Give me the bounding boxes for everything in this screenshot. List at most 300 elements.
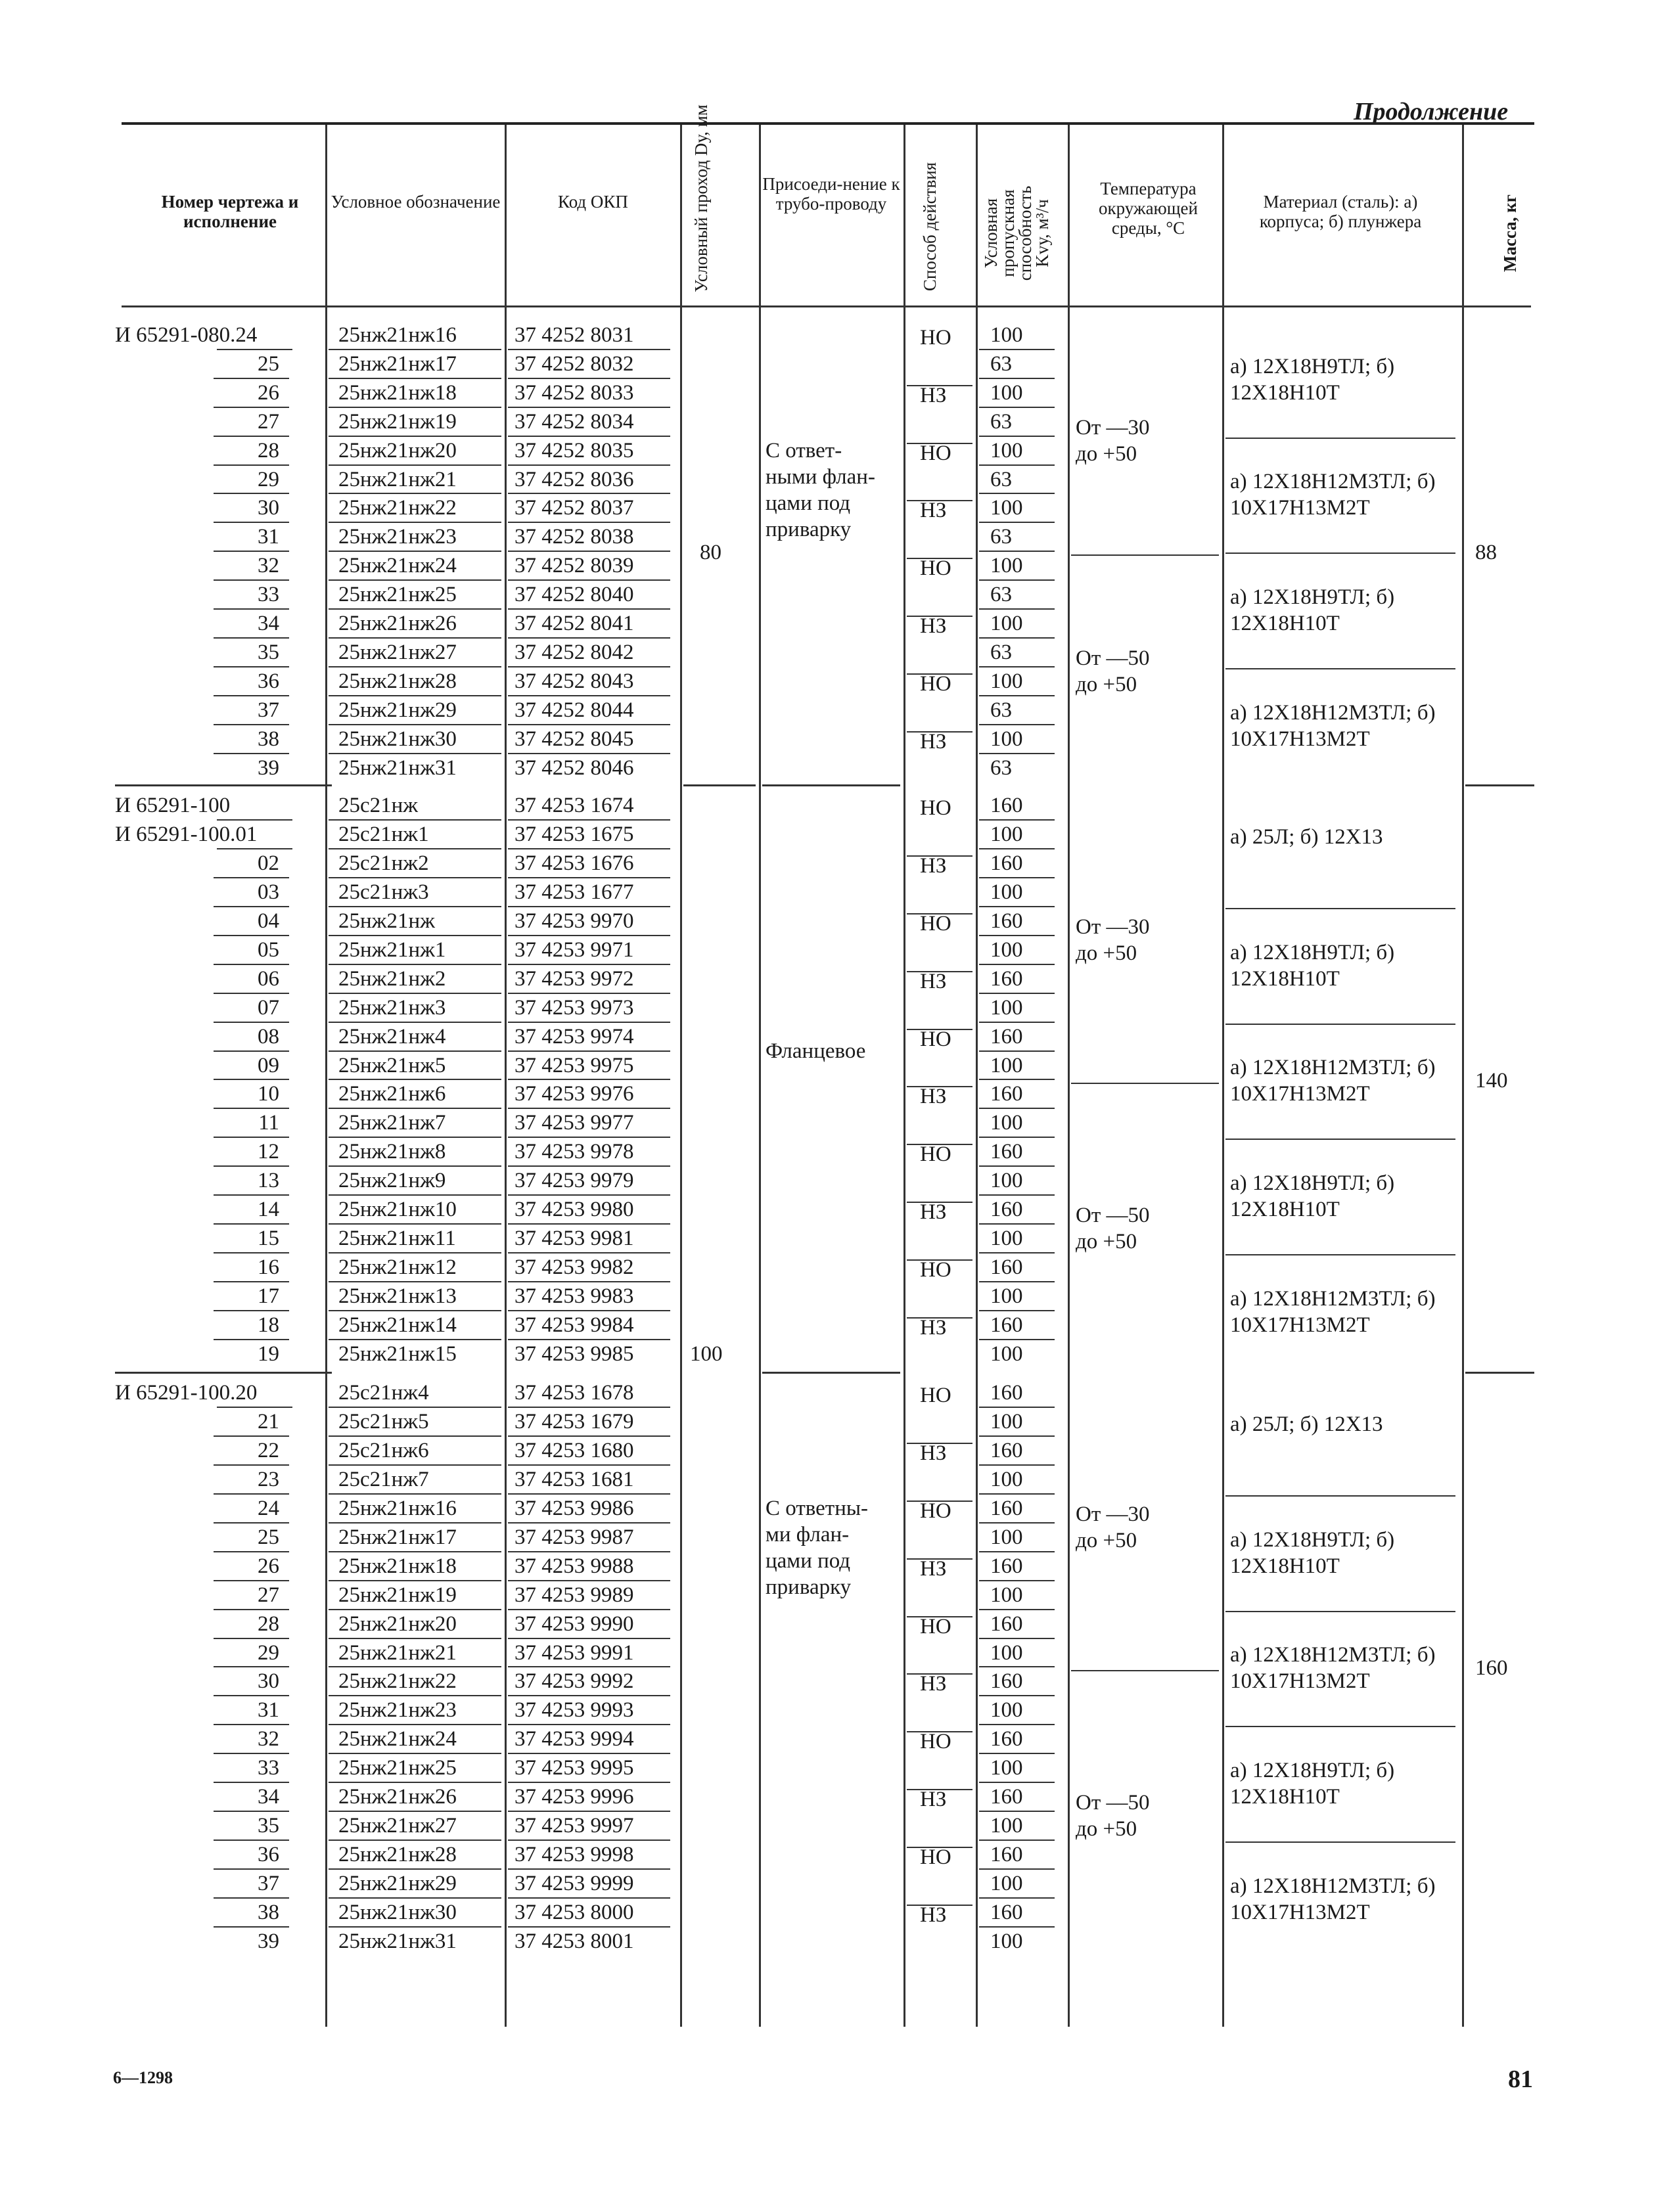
designation: 25нж21нж4 [338, 1024, 446, 1049]
capacity-value: 160 [990, 1381, 1023, 1405]
row-rule [508, 964, 670, 965]
okp-code: 37 4253 9995 [514, 1756, 634, 1780]
drawing-number: 27 [258, 409, 279, 434]
row-rule [508, 1108, 670, 1109]
okp-code: 37 4253 9977 [514, 1111, 634, 1135]
header-drawing: Номер чертежа и исполнение [161, 192, 299, 231]
capacity-rule [979, 753, 1055, 754]
action-type: НО [920, 1730, 951, 1754]
okp-code: 37 4252 8043 [514, 669, 634, 693]
row-rule [508, 1022, 670, 1023]
mass-value: 88 [1475, 541, 1497, 565]
designation: 25нж21нж15 [338, 1342, 457, 1366]
okp-code: 37 4253 9991 [514, 1640, 634, 1665]
capacity-value: 100 [990, 1468, 1023, 1492]
capacity-value: 63 [990, 756, 1012, 780]
material-rule [1225, 1254, 1455, 1255]
material-rule [1225, 668, 1455, 669]
capacity-value: 63 [990, 698, 1012, 722]
row-rule [508, 1223, 670, 1225]
row-rule [214, 1223, 289, 1225]
row-rule [329, 1079, 501, 1080]
capacity-value: 160 [990, 1140, 1023, 1164]
capacity-rule [979, 906, 1055, 907]
designation: 25нж21нж17 [338, 351, 457, 376]
capacity-rule [979, 1753, 1055, 1754]
action-type: НО [920, 912, 951, 936]
capacity-rule [979, 1435, 1055, 1437]
capacity-value: 100 [990, 1284, 1023, 1308]
okp-code: 37 4252 8035 [514, 438, 634, 463]
capacity-rule [979, 407, 1055, 408]
row-rule [329, 993, 501, 994]
row-rule [214, 1194, 289, 1196]
row-rule [329, 1868, 501, 1870]
action-type: НО [920, 1384, 951, 1408]
okp-code: 37 4253 9973 [514, 995, 634, 1020]
row-rule [508, 1435, 670, 1437]
row-rule [508, 848, 670, 849]
capacity-value: 100 [990, 1111, 1023, 1135]
capacity-rule [979, 1137, 1055, 1138]
column-divider [505, 125, 507, 2027]
capacity-rule [979, 1223, 1055, 1225]
row-rule [329, 695, 501, 696]
row-rule [508, 906, 670, 907]
row-rule [508, 695, 670, 696]
designation: 25нж21нж7 [338, 1111, 446, 1135]
capacity-value: 100 [990, 323, 1023, 347]
row-rule [508, 551, 670, 552]
temperature-rule [1071, 554, 1219, 556]
drawing-number: 29 [258, 467, 279, 491]
row-rule [214, 1638, 289, 1639]
action-type: НЗ [920, 383, 947, 407]
row-rule [508, 378, 670, 379]
designation: 25нж21нж20 [338, 438, 457, 463]
steel-material: а) 12Х18Н12М3ТЛ; б) 10Х17Н13М2Т [1230, 1874, 1436, 1924]
row-rule [329, 1551, 501, 1552]
okp-code: 37 4253 9990 [514, 1612, 634, 1636]
designation: 25с21нж3 [338, 880, 429, 905]
row-rule [508, 1782, 670, 1783]
designation: 25нж21нж16 [338, 323, 457, 347]
drawing-number: 12 [258, 1140, 279, 1164]
passage-rule [683, 784, 756, 786]
drawing-number: 36 [258, 669, 279, 693]
row-rule [508, 1724, 670, 1725]
ambient-temperature: От —50 до +50 [1076, 646, 1150, 696]
designation: 25нж21нж24 [338, 554, 457, 578]
drawing-number: 34 [258, 612, 279, 635]
row-rule [329, 1811, 501, 1812]
capacity-value: 160 [990, 966, 1023, 991]
row-rule [329, 1840, 501, 1841]
ambient-temperature: От —50 до +50 [1076, 1790, 1150, 1841]
okp-code: 37 4253 9982 [514, 1255, 634, 1279]
capacity-rule [979, 1252, 1055, 1253]
drawing-number: 25 [258, 351, 279, 376]
drawing-number: 33 [258, 1756, 279, 1780]
row-rule [329, 1435, 501, 1437]
row-rule [508, 436, 670, 437]
row-rule [329, 1339, 501, 1340]
row-rule [329, 666, 501, 667]
okp-code: 37 4252 8036 [514, 467, 634, 491]
drawing-number: И 65291-100.01 [115, 823, 258, 847]
drawing-number: 24 [258, 1497, 279, 1520]
header-okp: Код ОКП [558, 192, 628, 212]
drawing-number: 21 [258, 1410, 279, 1434]
row-rule [508, 993, 670, 994]
row-rule [508, 1252, 670, 1253]
capacity-rule [979, 1811, 1055, 1812]
row-rule [214, 1310, 289, 1311]
okp-code: 37 4253 9971 [514, 937, 634, 962]
drawing-number: 32 [258, 1727, 279, 1751]
okp-code: 37 4253 1676 [514, 851, 634, 876]
drawing-number: И 65291-100.20 [115, 1381, 258, 1405]
action-type: НЗ [920, 1441, 947, 1466]
row-rule [214, 407, 289, 408]
capacity-value: 160 [990, 909, 1023, 933]
capacity-value: 100 [990, 1871, 1023, 1895]
row-rule [508, 1464, 670, 1466]
designation: 25с21нж1 [338, 823, 429, 847]
row-rule [214, 378, 289, 379]
row-rule [508, 637, 670, 639]
capacity-rule [979, 1194, 1055, 1196]
action-type: НЗ [920, 1085, 947, 1109]
steel-material: а) 12Х18Н9ТЛ; б) 12Х18Н10Т [1230, 1527, 1395, 1578]
capacity-rule [979, 522, 1055, 523]
okp-code: 37 4253 9997 [514, 1813, 634, 1838]
row-rule [329, 1522, 501, 1524]
drawing-number: 29 [258, 1640, 279, 1665]
drawing-number: 15 [258, 1226, 279, 1250]
capacity-value: 100 [990, 380, 1023, 405]
mass-value: 160 [1475, 1656, 1508, 1681]
action-type: НЗ [920, 729, 947, 754]
row-rule [329, 877, 501, 878]
row-rule [508, 1753, 670, 1754]
drawing-number: 31 [258, 1698, 279, 1723]
okp-code: 37 4253 9996 [514, 1785, 634, 1809]
row-rule [329, 935, 501, 936]
okp-code: 37 4253 9987 [514, 1525, 634, 1549]
row-rule [214, 1724, 289, 1725]
row-rule [214, 637, 289, 639]
row-rule [329, 819, 501, 821]
action-type: НО [920, 1845, 951, 1869]
capacity-rule [979, 1695, 1055, 1696]
capacity-value: 100 [990, 1698, 1023, 1723]
section-rule-mid [762, 784, 900, 786]
okp-code: 37 4253 9981 [514, 1226, 634, 1250]
header-mass: Масса, кг [1500, 194, 1520, 273]
row-rule [214, 1926, 289, 1928]
capacity-value: 63 [990, 640, 1012, 664]
material-rule [1225, 1841, 1455, 1843]
row-rule [329, 608, 501, 610]
row-rule [508, 724, 670, 725]
section-rule-left [115, 1372, 332, 1374]
material-rule [1225, 1024, 1455, 1025]
action-type: НО [920, 671, 951, 696]
material-rule [1225, 1139, 1455, 1140]
designation: 25нж21нж3 [338, 995, 446, 1020]
top-rule [122, 122, 1534, 125]
drawing-number: 10 [258, 1082, 279, 1106]
passage-100: 100 [690, 1342, 723, 1366]
capacity-value: 63 [990, 409, 1012, 434]
capacity-value: 160 [990, 851, 1023, 876]
row-rule [329, 436, 501, 437]
designation: 25с21нж2 [338, 851, 429, 876]
drawing-number: 30 [258, 1669, 279, 1694]
capacity-rule [979, 1281, 1055, 1282]
capacity-rule [979, 1868, 1055, 1870]
designation: 25нж21нж1 [338, 937, 446, 962]
okp-code: 37 4253 8001 [514, 1929, 634, 1953]
capacity-value: 100 [990, 496, 1023, 520]
row-rule [214, 935, 289, 936]
row-rule [508, 935, 670, 936]
row-rule [214, 579, 289, 581]
designation: 25нж21нж30 [338, 1900, 457, 1924]
header-passage: Условный проход Dу, мм [691, 104, 711, 292]
row-rule [214, 1079, 289, 1080]
row-rule [214, 1165, 289, 1167]
capacity-value: 100 [990, 995, 1023, 1020]
row-rule [329, 1194, 501, 1196]
row-rule [508, 608, 670, 610]
okp-code: 37 4252 8038 [514, 525, 634, 549]
designation: 25нж21нж18 [338, 1554, 457, 1578]
capacity-value: 100 [990, 669, 1023, 693]
drawing-number: 03 [258, 880, 279, 905]
row-rule [508, 1551, 670, 1552]
capacity-rule [979, 1609, 1055, 1610]
drawing-number: 06 [258, 966, 279, 991]
designation: 25нж21нж24 [338, 1727, 457, 1751]
okp-code: 37 4252 8031 [514, 323, 634, 347]
drawing-number: 39 [258, 1929, 279, 1953]
row-rule [214, 906, 289, 907]
row-rule [508, 493, 670, 494]
row-rule [214, 1493, 289, 1495]
okp-code: 37 4253 9992 [514, 1669, 634, 1694]
row-rule [329, 848, 501, 849]
steel-material: а) 12Х18Н9ТЛ; б) 12Х18Н10Т [1230, 940, 1395, 991]
designation: 25с21нж7 [338, 1468, 429, 1492]
row-rule [214, 1464, 289, 1466]
row-rule [214, 551, 289, 552]
capacity-rule [979, 819, 1055, 821]
designation: 25нж21нж23 [338, 525, 457, 549]
okp-code: 37 4253 9993 [514, 1698, 634, 1723]
designation: 25нж21нж25 [338, 583, 457, 607]
row-rule [329, 1609, 501, 1610]
connection-type: С ответ-ными флан-цами под приварку [766, 438, 875, 541]
designation: 25нж21нж [338, 909, 435, 933]
row-rule [214, 1050, 289, 1052]
steel-material: а) 12Х18Н12М3ТЛ; б) 10Х17Н13М2Т [1230, 1056, 1436, 1106]
okp-code: 37 4253 9994 [514, 1727, 634, 1751]
drawing-number: 22 [258, 1439, 279, 1463]
row-rule [214, 695, 289, 696]
row-rule [214, 1137, 289, 1138]
drawing-number: 37 [258, 698, 279, 722]
row-rule [329, 1252, 501, 1253]
capacity-rule [979, 493, 1055, 494]
capacity-rule [979, 579, 1055, 581]
row-rule [329, 1926, 501, 1928]
drawing-number: 14 [258, 1198, 279, 1221]
capacity-rule [979, 1580, 1055, 1581]
action-type: НО [920, 1614, 951, 1638]
row-rule [329, 1281, 501, 1282]
designation: 25нж21нж19 [338, 1583, 457, 1607]
row-rule [214, 1281, 289, 1282]
okp-code: 37 4252 8040 [514, 583, 634, 607]
steel-material: а) 12Х18Н9ТЛ; б) 12Х18Н10Т [1230, 1171, 1395, 1221]
column-divider [325, 125, 327, 2027]
drawing-number: 05 [258, 937, 279, 962]
capacity-value: 63 [990, 467, 1012, 491]
row-rule [329, 1022, 501, 1023]
material-rule [1225, 438, 1455, 439]
row-rule [329, 1580, 501, 1581]
row-rule [329, 378, 501, 379]
row-rule [508, 1840, 670, 1841]
row-rule [508, 1638, 670, 1639]
header-capacity: Условная пропускная способность Kvу, м³/ч [981, 185, 1052, 281]
drawing-number: 28 [258, 438, 279, 463]
drawing-number: 26 [258, 380, 279, 405]
capacity-rule [979, 848, 1055, 849]
ambient-temperature: От —30 до +50 [1076, 415, 1150, 466]
designation: 25с21нж [338, 794, 419, 818]
steel-material: а) 12Х18Н12М3ТЛ; б) 10Х17Н13М2Т [1230, 700, 1436, 751]
drawing-number: 23 [258, 1468, 279, 1492]
drawing-number: 35 [258, 1813, 279, 1838]
capacity-value: 100 [990, 1640, 1023, 1665]
row-rule [508, 1165, 670, 1167]
row-rule [329, 464, 501, 466]
capacity-value: 100 [990, 727, 1023, 751]
okp-code: 37 4253 9989 [514, 1583, 634, 1607]
row-rule [329, 1223, 501, 1225]
row-rule [329, 1724, 501, 1725]
steel-material: а) 12Х18Н12М3ТЛ; б) 10Х17Н13М2Т [1230, 470, 1436, 520]
action-type: НЗ [920, 1556, 947, 1581]
header-action: Способ действия [920, 162, 940, 292]
row-rule [508, 1926, 670, 1928]
okp-code: 37 4253 9975 [514, 1053, 634, 1077]
okp-code: 37 4252 8045 [514, 727, 634, 751]
row-rule [329, 1897, 501, 1899]
designation: 25нж21нж26 [338, 1785, 457, 1809]
okp-code: 37 4253 9978 [514, 1140, 634, 1164]
section-rule-right [1465, 784, 1534, 786]
capacity-value: 160 [990, 1727, 1023, 1751]
row-rule [214, 1551, 289, 1552]
column-divider [903, 125, 905, 2027]
row-rule [329, 1464, 501, 1466]
designation: 25нж21нж11 [338, 1226, 456, 1250]
capacity-value: 100 [990, 1583, 1023, 1607]
capacity-value: 100 [990, 1342, 1023, 1366]
row-rule [508, 1310, 670, 1311]
capacity-rule [979, 695, 1055, 696]
header-connection: Присоеди-нение к трубо-проводу [762, 174, 900, 214]
row-rule [214, 724, 289, 725]
okp-code: 37 4252 8037 [514, 496, 634, 520]
action-type: НО [920, 1027, 951, 1051]
capacity-value: 160 [990, 1612, 1023, 1636]
drawing-number: 28 [258, 1612, 279, 1636]
row-rule [329, 1137, 501, 1138]
action-type: НО [920, 326, 951, 350]
okp-code: 37 4252 8033 [514, 380, 634, 405]
designation: 25нж21нж23 [338, 1698, 457, 1723]
designation: 25с21нж6 [338, 1439, 429, 1463]
okp-code: 37 4253 9998 [514, 1842, 634, 1866]
okp-code: 37 4253 1674 [514, 794, 634, 818]
designation: 25нж21нж22 [338, 1669, 457, 1694]
continuation-label: Продолжение [1354, 98, 1509, 125]
header-temp: Температура окружающей среды, °С [1099, 179, 1198, 238]
capacity-rule [979, 1840, 1055, 1841]
ambient-temperature: От —30 до +50 [1076, 1502, 1150, 1552]
designation: 25с21нж4 [338, 1381, 429, 1405]
section-rule-right [1465, 1372, 1534, 1374]
row-rule [214, 1897, 289, 1899]
capacity-rule [979, 436, 1055, 437]
row-rule [214, 1695, 289, 1696]
designation: 25с21нж5 [338, 1410, 429, 1434]
row-rule [214, 1339, 289, 1340]
drawing-number: 34 [258, 1785, 279, 1809]
material-rule [1225, 553, 1455, 554]
capacity-rule [979, 877, 1055, 878]
designation: 25нж21нж30 [338, 727, 457, 751]
okp-code: 37 4253 8000 [514, 1900, 634, 1924]
okp-code: 37 4253 9984 [514, 1313, 634, 1337]
capacity-value: 100 [990, 1410, 1023, 1434]
temperature-rule [1071, 1670, 1219, 1671]
capacity-value: 63 [990, 351, 1012, 376]
capacity-rule [979, 1464, 1055, 1466]
steel-material: а) 12Х18Н9ТЛ; б) 12Х18Н10Т [1230, 354, 1395, 405]
row-rule [214, 1580, 289, 1581]
drawing-number: 33 [258, 583, 279, 607]
ambient-temperature: От —30 до +50 [1076, 914, 1150, 965]
row-rule [508, 1079, 670, 1080]
designation: 25нж21нж5 [338, 1053, 446, 1077]
okp-code: 37 4253 9974 [514, 1024, 634, 1049]
capacity-rule [979, 1079, 1055, 1080]
row-rule [329, 1310, 501, 1311]
okp-code: 37 4252 8034 [514, 409, 634, 434]
row-rule [508, 1493, 670, 1495]
row-rule [214, 493, 289, 494]
designation: 25нж21нж19 [338, 409, 457, 434]
capacity-value: 100 [990, 937, 1023, 962]
capacity-rule [979, 1782, 1055, 1783]
designation: 25нж21нж28 [338, 669, 457, 693]
